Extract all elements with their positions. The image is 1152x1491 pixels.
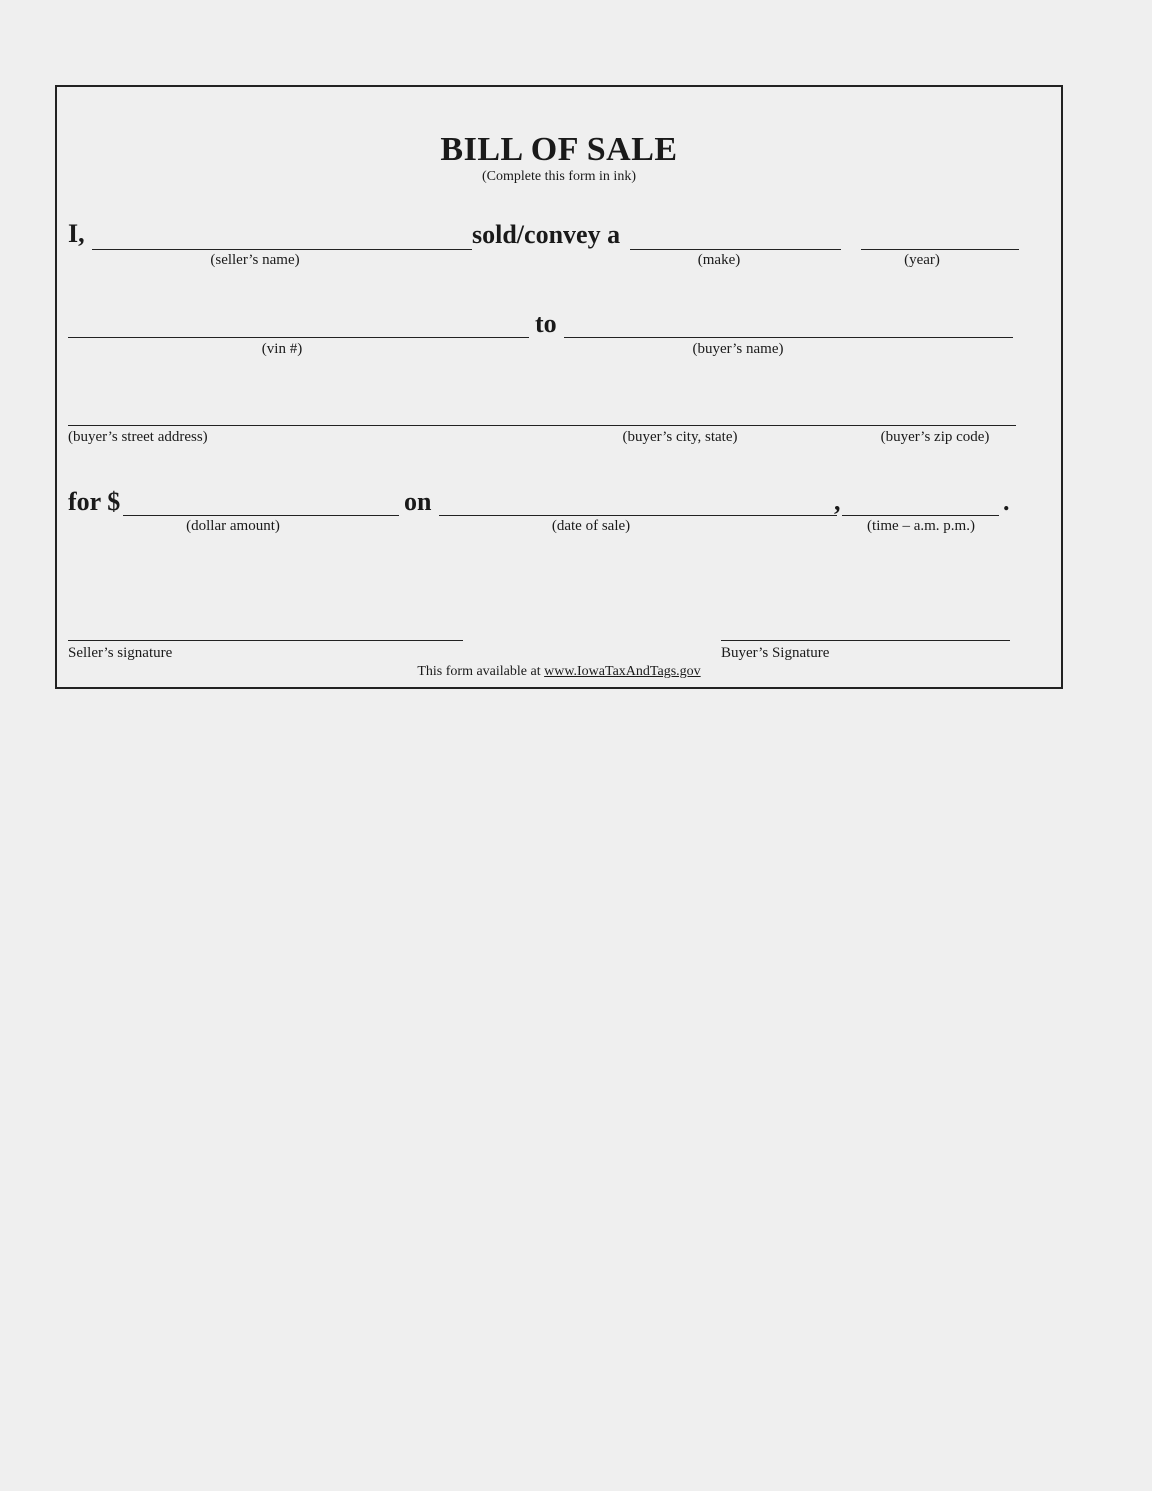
buyer-address-line[interactable] — [68, 425, 1016, 426]
footer-text: This form available at — [417, 664, 541, 679]
comma-separator: , — [834, 487, 841, 516]
date-of-sale-line[interactable] — [439, 515, 837, 516]
seller-name-caption: (seller’s name) — [210, 252, 300, 268]
buyer-signature-line[interactable] — [721, 640, 1010, 641]
street-caption: (buyer’s street address) — [68, 429, 208, 445]
sold-convey-label: sold/convey a — [472, 220, 621, 249]
seller-name-line[interactable] — [92, 249, 472, 250]
city-state-caption: (buyer’s city, state) — [622, 429, 738, 445]
buyer-name-line[interactable] — [564, 337, 1013, 338]
for-dollar-label: for $ — [68, 487, 121, 516]
date-caption: (date of sale) — [551, 518, 631, 534]
footer-link[interactable]: www.IowaTaxAndTags.gov — [544, 664, 701, 679]
time-line[interactable] — [842, 515, 999, 516]
form-title: BILL OF SALE — [440, 131, 678, 168]
time-caption: (time – a.m. p.m.) — [867, 518, 975, 534]
zip-caption: (buyer’s zip code) — [880, 429, 990, 445]
buyer-signature-label: Buyer’s Signature — [721, 645, 830, 661]
make-caption: (make) — [697, 252, 741, 268]
on-label: on — [404, 487, 432, 516]
dollar-amount-line[interactable] — [123, 515, 399, 516]
vin-line[interactable] — [68, 337, 529, 338]
period-mark: . — [1003, 487, 1010, 516]
make-line[interactable] — [630, 249, 841, 250]
bill-of-sale-form — [55, 85, 1063, 689]
year-line[interactable] — [861, 249, 1019, 250]
vin-caption: (vin #) — [261, 341, 303, 357]
form-footer — [57, 664, 1061, 680]
form-subtitle: (Complete this form in ink) — [482, 169, 636, 184]
seller-prefix: I, — [68, 219, 85, 248]
to-label: to — [535, 309, 557, 338]
seller-signature-label: Seller’s signature — [68, 645, 173, 661]
seller-signature-line[interactable] — [68, 640, 463, 641]
year-caption: (year) — [904, 252, 940, 268]
dollar-caption: (dollar amount) — [186, 518, 280, 534]
buyer-name-caption: (buyer’s name) — [692, 341, 784, 357]
